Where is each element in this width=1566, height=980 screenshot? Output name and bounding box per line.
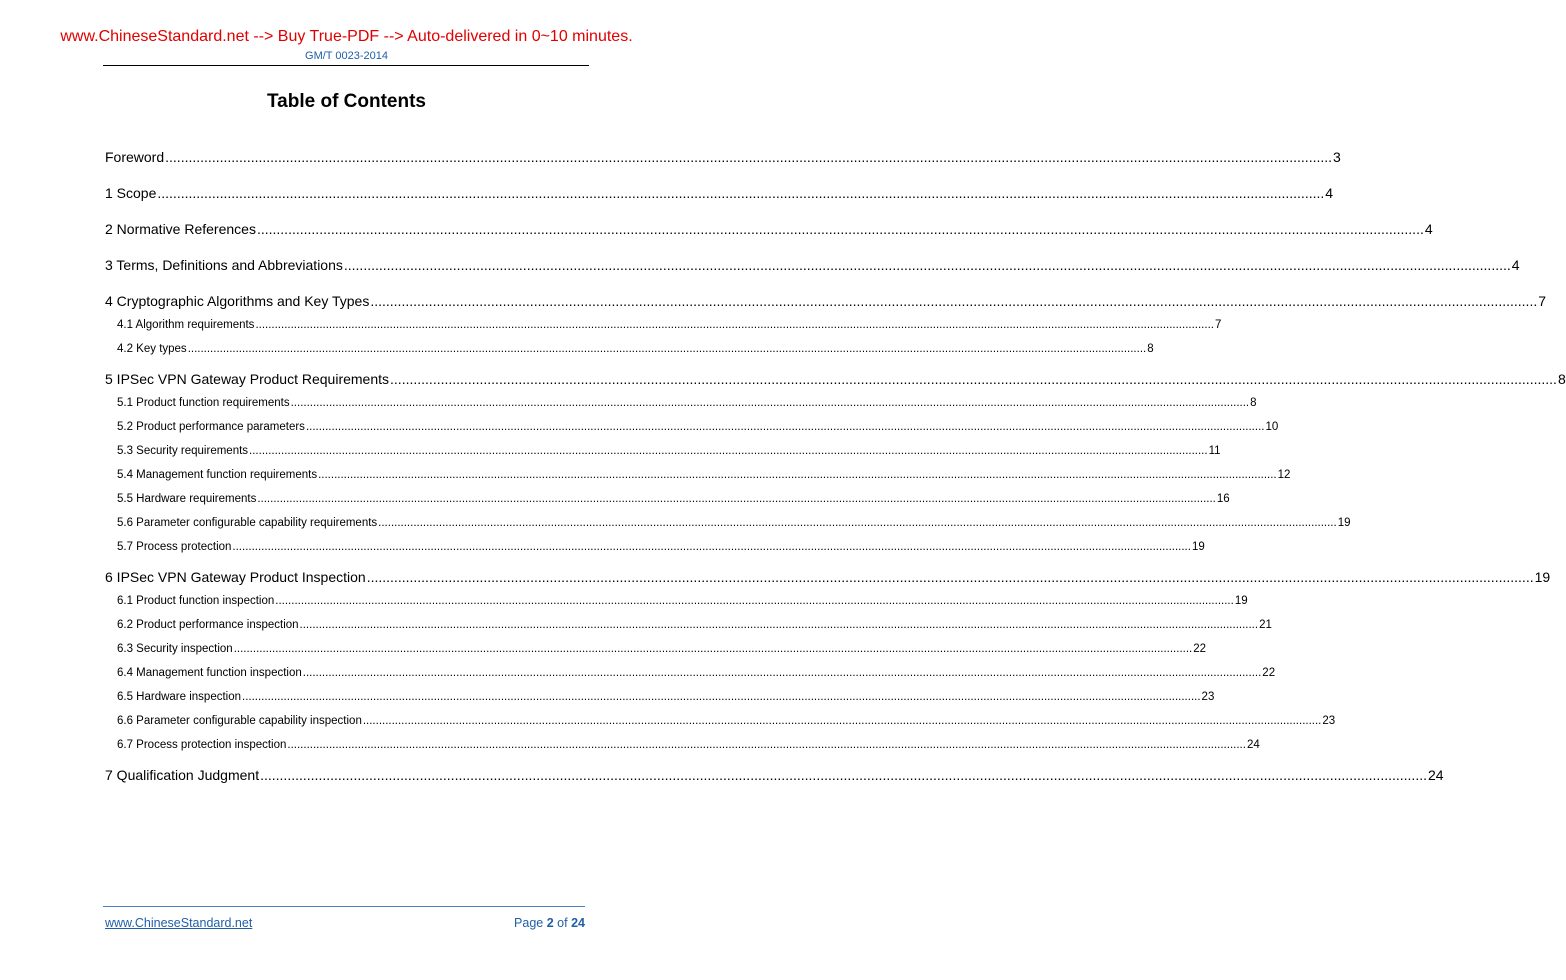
toc-entry-page: 8 bbox=[1250, 397, 1257, 409]
toc-entry-label: 4.2 Key types bbox=[117, 343, 187, 355]
toc-entry-label: 5.1 Product function requirements bbox=[117, 397, 290, 409]
toc-entry[interactable] bbox=[117, 643, 1207, 655]
toc-leader-dots: ............................................................................................................................................................................................................................................................................................................ bbox=[255, 319, 1214, 331]
toc-entry-page: 3 bbox=[1333, 149, 1341, 165]
toc-entry-label: 5.7 Process protection bbox=[117, 541, 232, 553]
toc-leader-dots: ............................................................................................................................................................................................................................................................................................................ bbox=[242, 691, 1201, 703]
toc-entry[interactable] bbox=[117, 541, 1205, 553]
toc-entry-page: 19 bbox=[1534, 569, 1551, 585]
footer-page-number bbox=[514, 916, 585, 930]
toc-entry[interactable] bbox=[117, 739, 1260, 751]
toc-entry-page: 7 bbox=[1214, 319, 1222, 331]
toc-leader-dots: ............................................................................................................................................................................................................................................................................................................ bbox=[302, 667, 1262, 679]
toc-leader-dots: ............................................................................................................................................................................................................................................................................................................ bbox=[232, 541, 1191, 553]
toc-leader-dots: ............................................................................................................................................................................................................................................................................................................ bbox=[287, 739, 1246, 751]
toc-leader-dots: ............................................................................................................................................................................................................................................................................................................ bbox=[275, 595, 1234, 607]
toc-entry-page: 19 bbox=[1191, 541, 1205, 553]
toc-entry[interactable] bbox=[117, 469, 1291, 481]
toc-entry-page: 22 bbox=[1262, 667, 1276, 679]
toc-entry-label: 3 Terms, Definitions and Abbreviations bbox=[105, 257, 343, 273]
toc-leader-dots: ............................................................................................................................................................................................................................................................................................................ bbox=[187, 343, 1147, 355]
toc-entry-page: 19 bbox=[1234, 595, 1248, 607]
toc-entry-label: 5.5 Hardware requirements bbox=[117, 493, 257, 505]
toc-entry[interactable] bbox=[117, 319, 1222, 331]
toc-entry-label: 6.4 Management function inspection bbox=[117, 667, 302, 679]
toc-entry[interactable] bbox=[105, 767, 1444, 783]
toc-entry-label: 6.7 Process protection inspection bbox=[117, 739, 287, 751]
toc-entry[interactable] bbox=[117, 667, 1276, 679]
toc-leader-dots: ............................................................................................................................................................................................................................................................................................................ bbox=[366, 569, 1534, 585]
toc-entry[interactable] bbox=[105, 149, 1341, 165]
toc-entry-page: 12 bbox=[1277, 469, 1291, 481]
toc-entry-label: 4 Cryptographic Algorithms and Key Types bbox=[105, 293, 370, 309]
page-total: 24 bbox=[571, 916, 585, 930]
toc-entry[interactable] bbox=[105, 293, 1547, 309]
toc-entry-label: 6.3 Security inspection bbox=[117, 643, 233, 655]
toc-entry-page: 23 bbox=[1322, 715, 1336, 727]
page-prefix: Page bbox=[514, 916, 544, 930]
toc-entry-label: 5.6 Parameter configurable capability requirements bbox=[117, 517, 378, 529]
toc-leader-dots: ............................................................................................................................................................................................................................................................................................................ bbox=[318, 469, 1277, 481]
header-banner: www.ChineseStandard.net --> Buy True-PDF --> Auto-delivered in 0~10 minutes. bbox=[60, 28, 633, 45]
toc-entry-page: 22 bbox=[1193, 643, 1207, 655]
toc-entry[interactable] bbox=[105, 257, 1520, 273]
toc-entry[interactable] bbox=[117, 493, 1230, 505]
toc-entry-label: 7 Qualification Judgment bbox=[105, 767, 260, 783]
toc-entry-label: 5 IPSec VPN Gateway Product Requirements bbox=[105, 371, 390, 387]
toc-entry[interactable] bbox=[105, 569, 1551, 585]
toc-leader-dots: ............................................................................................................................................................................................................................................................................................................ bbox=[165, 149, 1333, 165]
toc-entry-label: 2 Normative References bbox=[105, 221, 256, 237]
toc-entry-label: 1 Scope bbox=[105, 185, 157, 201]
toc-leader-dots: ............................................................................................................................................................................................................................................................................................................ bbox=[290, 397, 1250, 409]
footer-divider bbox=[103, 906, 585, 907]
toc-entry-label: 5.4 Management function requirements bbox=[117, 469, 318, 481]
toc-leader-dots: ............................................................................................................................................................................................................................................................................................................ bbox=[260, 767, 1427, 783]
toc-entry-label: 6.2 Product performance inspection bbox=[117, 619, 299, 631]
toc-entry-page: 7 bbox=[1538, 293, 1547, 309]
toc-entry[interactable] bbox=[117, 595, 1248, 607]
toc-entry-page: 8 bbox=[1147, 343, 1154, 355]
toc-entry-label: 4.1 Algorithm requirements bbox=[117, 319, 255, 331]
toc-entry[interactable] bbox=[117, 517, 1351, 529]
toc-entry-label: 6.6 Parameter configurable capability inspection bbox=[117, 715, 362, 727]
toc-entry-label: 6 IPSec VPN Gateway Product Inspection bbox=[105, 569, 366, 585]
toc-leader-dots: ............................................................................................................................................................................................................................................................................................................ bbox=[343, 257, 1511, 273]
toc-leader-dots: ............................................................................................................................................................................................................................................................................................................ bbox=[305, 421, 1265, 433]
toc-leader-dots: ............................................................................................................................................................................................................................................................................................................ bbox=[233, 643, 1193, 655]
toc-leader-dots: ............................................................................................................................................................................................................................................................................................................ bbox=[256, 221, 1424, 237]
toc-entry-page: 16 bbox=[1216, 493, 1230, 505]
toc-leader-dots: ............................................................................................................................................................................................................................................................................................................ bbox=[362, 715, 1322, 727]
toc-entry[interactable] bbox=[105, 185, 1334, 201]
toc-leader-dots: ............................................................................................................................................................................................................................................................................................................ bbox=[249, 445, 1208, 457]
toc-leader-dots: ............................................................................................................................................................................................................................................................................................................ bbox=[257, 493, 1216, 505]
standard-code: GM/T 0023-2014 bbox=[305, 50, 388, 62]
toc-entry[interactable] bbox=[117, 397, 1257, 409]
toc-leader-dots: ............................................................................................................................................................................................................................................................................................................ bbox=[299, 619, 1259, 631]
toc-entry-page: 8 bbox=[1557, 371, 1566, 387]
toc-leader-dots: ............................................................................................................................................................................................................................................................................................................ bbox=[390, 371, 1557, 387]
page-current: 2 bbox=[546, 916, 554, 930]
toc-entry-page: 4 bbox=[1511, 257, 1520, 273]
toc-entry[interactable] bbox=[117, 343, 1154, 355]
footer-website-link[interactable]: www.ChineseStandard.net bbox=[105, 916, 253, 930]
toc-entry-label: 6.5 Hardware inspection bbox=[117, 691, 242, 703]
toc-entry[interactable] bbox=[105, 221, 1433, 237]
toc-entry-page: 11 bbox=[1208, 445, 1221, 457]
toc-leader-dots: ............................................................................................................................................................................................................................................................................................................ bbox=[370, 293, 1538, 309]
toc-entry-page: 21 bbox=[1259, 619, 1272, 631]
toc-entry-label: 5.2 Product performance parameters bbox=[117, 421, 305, 433]
toc-entry[interactable] bbox=[117, 421, 1279, 433]
toc-entry[interactable] bbox=[117, 691, 1215, 703]
toc-entry-page: 10 bbox=[1265, 421, 1279, 433]
toc-entry-page: 4 bbox=[1424, 221, 1433, 237]
toc-entry[interactable] bbox=[117, 619, 1272, 631]
toc-entry-page: 24 bbox=[1246, 739, 1260, 751]
toc-entry-label: 5.3 Security requirements bbox=[117, 445, 249, 457]
toc-entry[interactable] bbox=[117, 445, 1221, 457]
toc-entry[interactable] bbox=[105, 371, 1566, 387]
toc-leader-dots: ............................................................................................................................................................................................................................................................................................................ bbox=[378, 517, 1337, 529]
toc-entry-page: 24 bbox=[1428, 767, 1444, 783]
toc-entry-label: 6.1 Product function inspection bbox=[117, 595, 275, 607]
toc-entry-page: 19 bbox=[1337, 517, 1351, 529]
toc-leader-dots: ............................................................................................................................................................................................................................................................................................................ bbox=[157, 185, 1325, 201]
page-of: of bbox=[557, 916, 568, 930]
toc-entry-page: 4 bbox=[1325, 185, 1334, 201]
toc-entry-label: Foreword bbox=[105, 149, 165, 165]
toc-entry-page: 23 bbox=[1201, 691, 1215, 703]
toc-title: Table of Contents bbox=[266, 91, 427, 112]
toc-entry[interactable] bbox=[117, 715, 1336, 727]
